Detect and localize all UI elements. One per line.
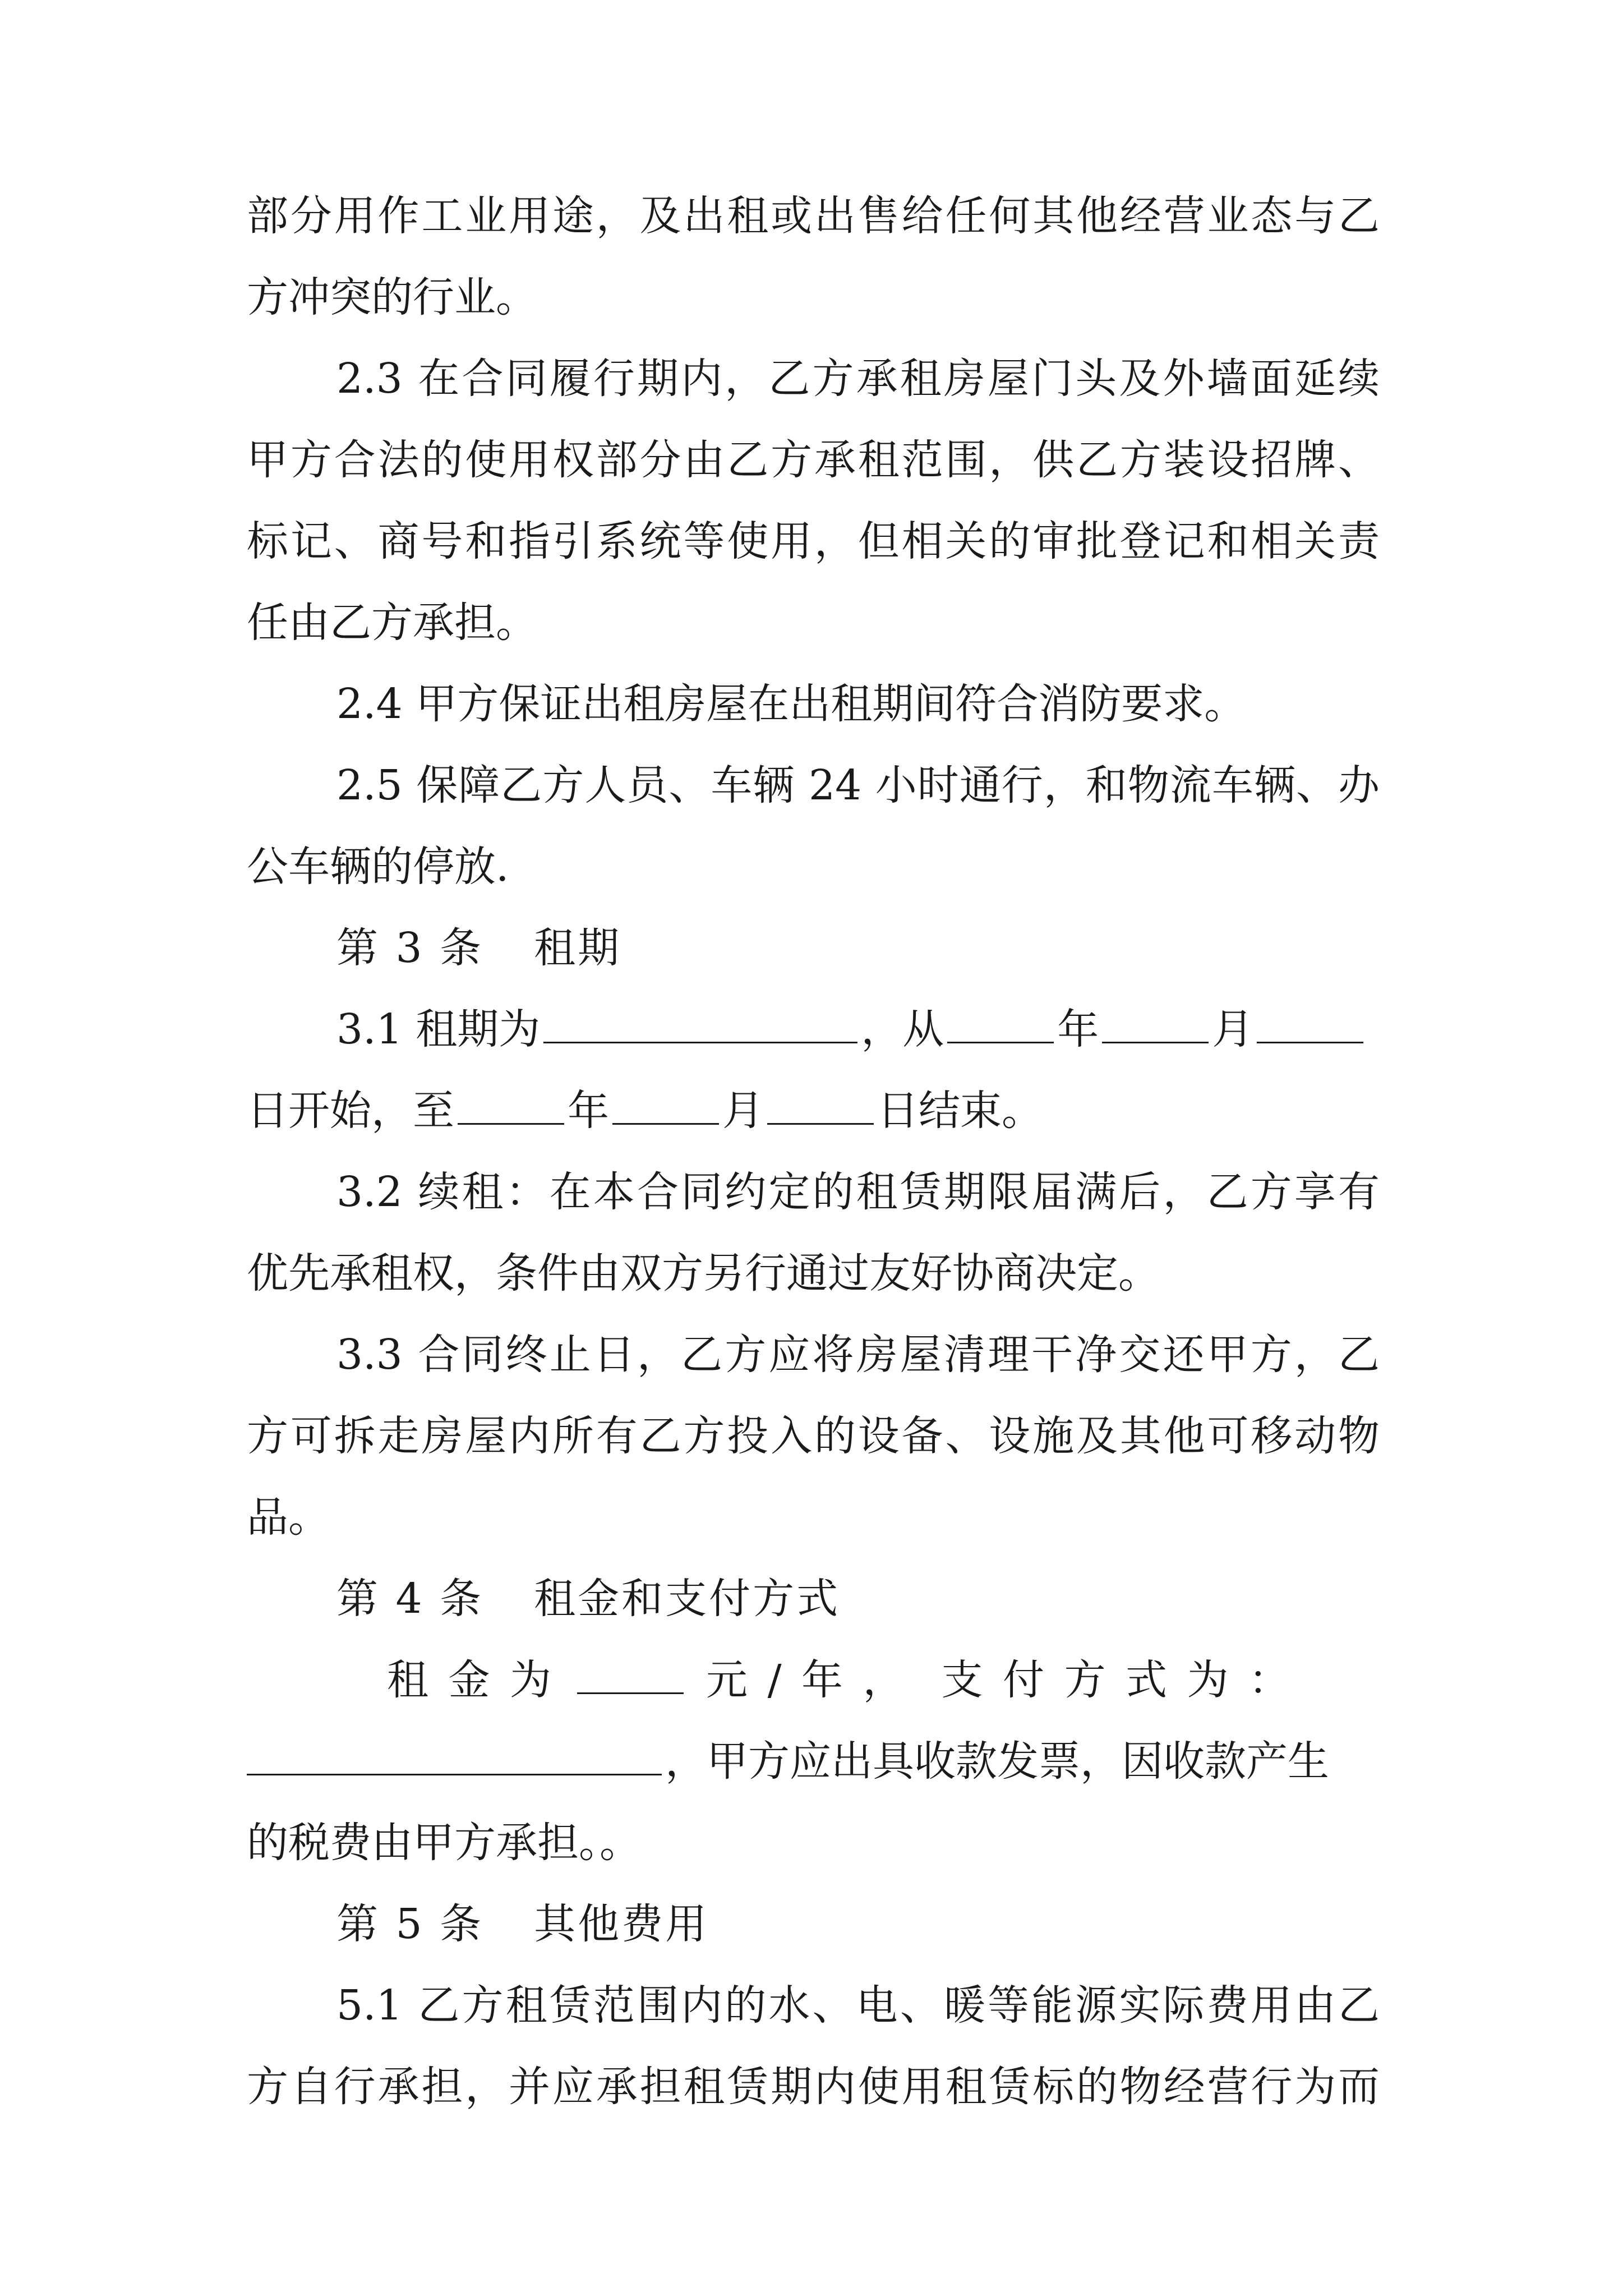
rent-line-2: ，甲方应出具收款发票，因收款产生 [247, 1731, 1380, 1792]
start-month-blank[interactable] [1102, 1002, 1209, 1043]
end-year-blank[interactable] [458, 1084, 564, 1125]
clause-2-3-line: 2.3 在合同履行期内，乙方承租房屋门头及外墙面延续 [336, 355, 1380, 403]
rent-line: 租 金 为 元 / 年 ， 支 付 方 式 为 ： [387, 1649, 1380, 1711]
end-month-blank[interactable] [612, 1084, 719, 1125]
clause-2-5-line: 2.5 保障乙方人员、车辆 24 小时通行，和物流车辆、办 [336, 761, 1380, 809]
article-number: 第 3 条 [336, 924, 484, 972]
clause-3-2-line: 3.2 续租：在本合同约定的租赁期限届满后，乙方享有 [336, 1168, 1380, 1216]
paragraph-line: 品。 [247, 1493, 330, 1542]
article-title: 其他费用 [534, 1900, 709, 1948]
clause-3-1-line: 3.1 租期为 ，从 年 月 [336, 999, 1380, 1060]
payment-method-blank[interactable] [247, 1734, 662, 1775]
paragraph-line: 部分用作工业用途，及出租或出售给任何其他经营业态与乙 [247, 192, 1380, 240]
clause-2-4-line: 2.4 甲方保证出租房屋在出租期间符合消防要求。 [336, 680, 1246, 728]
clause-3-3-line: 3.3 合同终止日，乙方应将房屋清理干净交还甲方，乙 [336, 1331, 1380, 1379]
article-5-heading [336, 1893, 1380, 1955]
paragraph-line: 甲方合法的使用权部分由乙方承租范围，供乙方装设招牌、 [247, 436, 1380, 484]
term-duration-blank[interactable] [543, 1002, 857, 1043]
article-4-heading [336, 1568, 1380, 1630]
rent-amount-blank[interactable] [577, 1653, 684, 1694]
start-year-blank[interactable] [947, 1002, 1054, 1043]
paragraph-line: 优先承租权，条件由双方另行通过友好协商决定。 [247, 1249, 1160, 1297]
end-day-blank[interactable] [767, 1084, 874, 1125]
paragraph-line: 任由乙方承担。 [247, 599, 537, 647]
start-day-blank[interactable] [1257, 1002, 1363, 1043]
paragraph-line: 标记、商号和指引系统等使用，但相关的审批登记和相关责 [247, 517, 1380, 565]
clause-3-1-line-2: 日开始，至 年 月 日结束。 [247, 1080, 1380, 1142]
article-title: 租金和支付方式 [534, 1575, 841, 1623]
article-3-heading [336, 917, 1380, 979]
paragraph-line: 的税费由甲方承担。。 [247, 1819, 641, 1867]
article-number: 第 5 条 [336, 1900, 484, 1948]
article-number: 第 4 条 [336, 1575, 484, 1623]
article-title: 租期 [534, 924, 622, 972]
paragraph-line: 方冲突的行业。 [247, 273, 537, 321]
paragraph-line: 方可拆走房屋内所有乙方投入的设备、设施及其他可移动物 [247, 1412, 1380, 1460]
clause-5-1-line: 5.1 乙方租赁范围内的水、电、暖等能源实际费用由乙 [336, 1981, 1380, 2030]
paragraph-line: 公车辆的停放. [247, 843, 509, 891]
paragraph-line: 方自行承担，并应承担租赁期内使用租赁标的物经营行为而 [247, 2063, 1380, 2111]
